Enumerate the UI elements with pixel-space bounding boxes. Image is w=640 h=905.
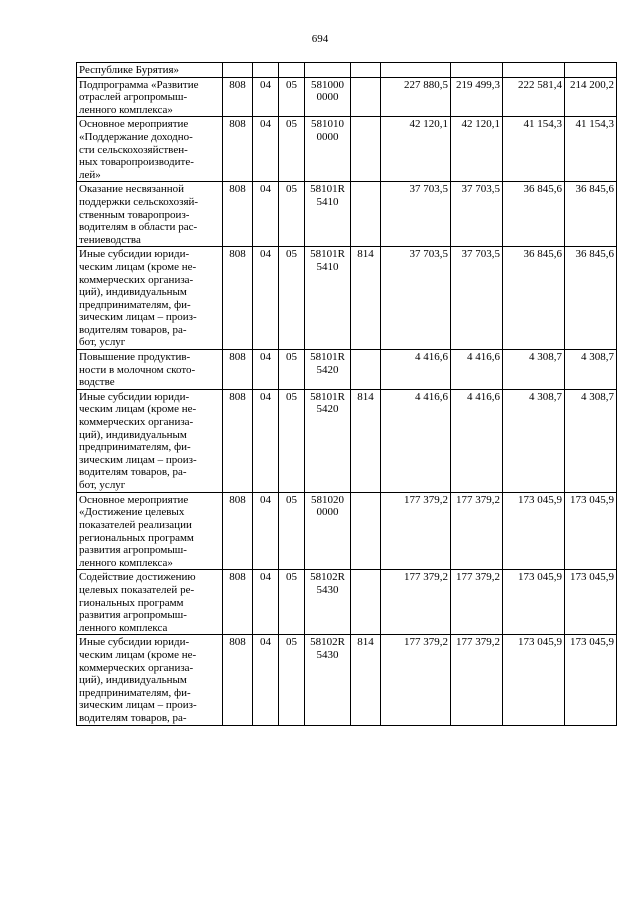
budget-table bbox=[76, 62, 617, 726]
target-article-code: 58101R 5410 bbox=[305, 182, 351, 247]
target-article-code: 58101R 5420 bbox=[305, 350, 351, 390]
amount-3: 173 045,9 bbox=[503, 570, 565, 635]
ministry-code: 808 bbox=[223, 247, 253, 350]
subsection-code bbox=[279, 63, 305, 78]
ministry-code bbox=[223, 63, 253, 78]
row-description: Содействие достижению целевых показателей ре- гиональных программ развития агропромыш- ленного комплекса bbox=[77, 570, 223, 635]
table-row bbox=[77, 350, 617, 390]
row-description: Иные субсидии юриди- ческим лицам (кроме не- коммерческих организа- ций), индивидуальным предпринимателям, фи- зическим лицам – произ- водителям товаров, ра- bbox=[77, 635, 223, 725]
amount-1: 177 379,2 bbox=[381, 635, 451, 725]
amount-4: 173 045,9 bbox=[565, 570, 617, 635]
ministry-code: 808 bbox=[223, 182, 253, 247]
table-row bbox=[77, 492, 617, 570]
amount-3: 41 154,3 bbox=[503, 117, 565, 182]
subsection-code: 05 bbox=[279, 389, 305, 492]
section-code: 04 bbox=[253, 117, 279, 182]
page-number: 694 bbox=[311, 33, 329, 45]
amount-1: 227 880,5 bbox=[381, 77, 451, 117]
amount-4: 173 045,9 bbox=[565, 492, 617, 570]
expense-type-code: 814 bbox=[351, 247, 381, 350]
expense-type-code bbox=[351, 350, 381, 390]
amount-1 bbox=[381, 63, 451, 78]
section-code: 04 bbox=[253, 570, 279, 635]
amount-2: 4 416,6 bbox=[451, 350, 503, 390]
expense-type-code bbox=[351, 117, 381, 182]
section-code: 04 bbox=[253, 492, 279, 570]
expense-type-code bbox=[351, 63, 381, 78]
amount-1: 4 416,6 bbox=[381, 350, 451, 390]
target-article-code bbox=[305, 63, 351, 78]
amount-3: 4 308,7 bbox=[503, 389, 565, 492]
target-article-code: 58101R 5420 bbox=[305, 389, 351, 492]
expense-type-code bbox=[351, 182, 381, 247]
table-row bbox=[77, 570, 617, 635]
amount-3: 222 581,4 bbox=[503, 77, 565, 117]
amount-3: 36 845,6 bbox=[503, 182, 565, 247]
amount-2: 37 703,5 bbox=[451, 182, 503, 247]
expense-type-code bbox=[351, 492, 381, 570]
ministry-code: 808 bbox=[223, 350, 253, 390]
table-row bbox=[77, 635, 617, 725]
amount-1: 4 416,6 bbox=[381, 389, 451, 492]
table-row bbox=[77, 389, 617, 492]
section-code: 04 bbox=[253, 389, 279, 492]
table-row bbox=[77, 247, 617, 350]
amount-1: 177 379,2 bbox=[381, 492, 451, 570]
target-article-code: 581000 0000 bbox=[305, 77, 351, 117]
target-article-code: 581020 0000 bbox=[305, 492, 351, 570]
amount-4: 173 045,9 bbox=[565, 635, 617, 725]
row-description: Основное мероприятие «Поддержание доходно- сти сельскохозяйствен- ных товаропроизводите- лей» bbox=[77, 117, 223, 182]
amount-1: 37 703,5 bbox=[381, 247, 451, 350]
subsection-code: 05 bbox=[279, 570, 305, 635]
subsection-code: 05 bbox=[279, 247, 305, 350]
subsection-code: 05 bbox=[279, 182, 305, 247]
ministry-code: 808 bbox=[223, 389, 253, 492]
ministry-code: 808 bbox=[223, 635, 253, 725]
amount-4: 36 845,6 bbox=[565, 247, 617, 350]
subsection-code: 05 bbox=[279, 635, 305, 725]
target-article-code: 581010 0000 bbox=[305, 117, 351, 182]
amount-2: 177 379,2 bbox=[451, 635, 503, 725]
row-description: Подпрограмма «Развитие отраслей агропромыш- ленного комплекса» bbox=[77, 77, 223, 117]
ministry-code: 808 bbox=[223, 570, 253, 635]
amount-4: 41 154,3 bbox=[565, 117, 617, 182]
amount-1: 177 379,2 bbox=[381, 570, 451, 635]
row-description: Основное мероприятие «Достижение целевых показателей реализации региональных программ развития агропромыш- ленного комплекса» bbox=[77, 492, 223, 570]
subsection-code: 05 bbox=[279, 117, 305, 182]
amount-2: 177 379,2 bbox=[451, 570, 503, 635]
amount-4: 4 308,7 bbox=[565, 389, 617, 492]
row-description: Республике Бурятия» bbox=[77, 63, 223, 78]
section-code: 04 bbox=[253, 182, 279, 247]
amount-3 bbox=[503, 63, 565, 78]
amount-4 bbox=[565, 63, 617, 78]
table-row bbox=[77, 63, 617, 78]
subsection-code: 05 bbox=[279, 492, 305, 570]
amount-1: 42 120,1 bbox=[381, 117, 451, 182]
section-code: 04 bbox=[253, 247, 279, 350]
expense-type-code bbox=[351, 570, 381, 635]
target-article-code: 58102R 5430 bbox=[305, 635, 351, 725]
amount-4: 214 200,2 bbox=[565, 77, 617, 117]
ministry-code: 808 bbox=[223, 77, 253, 117]
table-row bbox=[77, 77, 617, 117]
row-description: Иные субсидии юриди- ческим лицам (кроме не- коммерческих организа- ций), индивидуальным предпринимателям, фи- зическим лицам – произ- водителям товаров, ра- бот, услуг bbox=[77, 247, 223, 350]
subsection-code: 05 bbox=[279, 77, 305, 117]
amount-3: 173 045,9 bbox=[503, 492, 565, 570]
amount-3: 173 045,9 bbox=[503, 635, 565, 725]
amount-2: 177 379,2 bbox=[451, 492, 503, 570]
row-description: Иные субсидии юриди- ческим лицам (кроме не- коммерческих организа- ций), индивидуальным предпринимателям, фи- зическим лицам – произ- водителям товаров, ра- бот, услуг bbox=[77, 389, 223, 492]
section-code: 04 bbox=[253, 77, 279, 117]
expense-type-code: 814 bbox=[351, 635, 381, 725]
amount-2: 42 120,1 bbox=[451, 117, 503, 182]
target-article-code: 58102R 5430 bbox=[305, 570, 351, 635]
table-row bbox=[77, 182, 617, 247]
ministry-code: 808 bbox=[223, 117, 253, 182]
amount-2: 219 499,3 bbox=[451, 77, 503, 117]
ministry-code: 808 bbox=[223, 492, 253, 570]
section-code: 04 bbox=[253, 350, 279, 390]
amount-2: 4 416,6 bbox=[451, 389, 503, 492]
subsection-code: 05 bbox=[279, 350, 305, 390]
section-code bbox=[253, 63, 279, 78]
row-description: Повышение продуктив- ности в молочном ското- водстве bbox=[77, 350, 223, 390]
row-description: Оказание несвязанной поддержки сельскохозяй- ственным товаропроиз- водителям в области рас- тениеводства bbox=[77, 182, 223, 247]
amount-3: 4 308,7 bbox=[503, 350, 565, 390]
table-row bbox=[77, 117, 617, 182]
amount-3: 36 845,6 bbox=[503, 247, 565, 350]
amount-1: 37 703,5 bbox=[381, 182, 451, 247]
amount-4: 36 845,6 bbox=[565, 182, 617, 247]
amount-4: 4 308,7 bbox=[565, 350, 617, 390]
amount-2: 37 703,5 bbox=[451, 247, 503, 350]
expense-type-code bbox=[351, 77, 381, 117]
expense-type-code: 814 bbox=[351, 389, 381, 492]
amount-2 bbox=[451, 63, 503, 78]
target-article-code: 58101R 5410 bbox=[305, 247, 351, 350]
section-code: 04 bbox=[253, 635, 279, 725]
